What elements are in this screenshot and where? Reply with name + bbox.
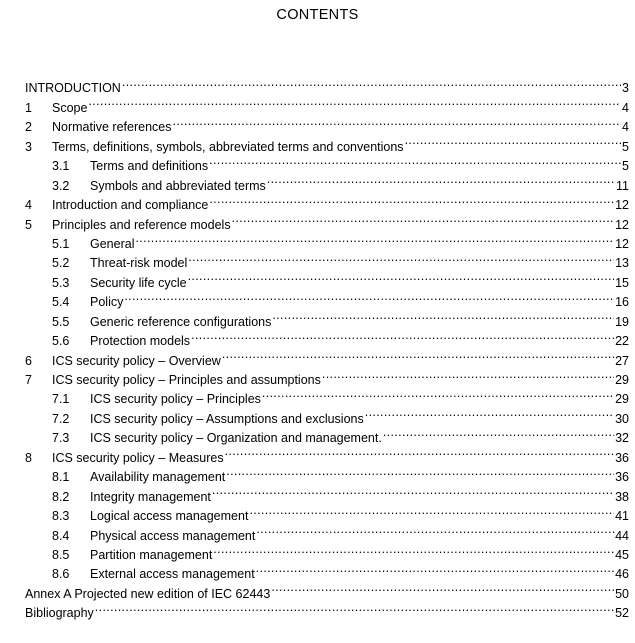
dot-leader (173, 112, 622, 131)
toc-entry-label: ICS security policy – Principles (90, 392, 261, 407)
toc-entry-number: 5.3 (52, 275, 70, 290)
dot-leader (383, 423, 614, 442)
toc-entry-label: Security life cycle (90, 275, 187, 290)
toc-entry-page: 38 (615, 489, 629, 504)
dot-leader (225, 442, 615, 461)
toc-entry-number: 8.3 (52, 509, 70, 524)
toc-entry-page: 16 (615, 295, 629, 310)
toc-entry-number: 8.4 (52, 528, 70, 543)
dot-leader (405, 131, 621, 150)
toc-entry-label: Terms and definitions (90, 159, 209, 174)
toc-entry-bibliography[interactable] (25, 598, 629, 621)
dot-leader (222, 345, 614, 364)
toc-entry-number: 3 (25, 139, 32, 154)
toc-entry-number: 5.4 (52, 295, 70, 310)
dot-leader (124, 287, 614, 306)
dot-leader (212, 481, 614, 500)
toc-entry-page: 5 (622, 139, 629, 154)
toc-entry-page: 4 (622, 120, 629, 135)
toc-entry-page: 13 (615, 256, 629, 271)
toc-entry-page: 36 (615, 450, 629, 465)
toc-entry-page: 12 (615, 217, 629, 232)
dot-leader (226, 462, 614, 481)
toc-entry-label: Symbols and abbreviated terms (90, 178, 266, 193)
toc-entry-label: ICS security policy – Assumptions and exclusions (90, 411, 364, 426)
toc-entry-number: 7.2 (52, 411, 70, 426)
toc-entry-label: ICS security policy – Overview (52, 353, 221, 368)
table-of-contents (25, 73, 629, 621)
toc-entry-label: Protection models (90, 334, 191, 349)
toc-entry-page: 41 (615, 509, 629, 524)
toc-entry-page: 44 (615, 528, 629, 543)
dot-leader (272, 306, 614, 325)
dot-leader (209, 190, 614, 209)
dot-leader (213, 540, 614, 559)
dot-leader (256, 559, 614, 578)
toc-entry-label: Introduction and compliance (52, 198, 209, 213)
toc-entry-page: 3 (622, 81, 629, 96)
toc-entry-label: Threat-risk model (90, 256, 188, 271)
dot-leader (322, 365, 614, 384)
toc-entry-number: 2 (25, 120, 32, 135)
toc-entry-page: 46 (615, 567, 629, 582)
toc-entry-number: 5.1 (52, 236, 70, 251)
toc-entry-label: Annex A Projected new edition of IEC 62443 (25, 586, 271, 601)
dot-leader (209, 151, 621, 170)
toc-entry-normative-references[interactable] (25, 112, 629, 135)
toc-entry-label: INTRODUCTION (25, 81, 121, 96)
toc-entry-number: 7 (25, 373, 32, 387)
dot-leader (88, 92, 621, 111)
toc-entry-label: ICS security policy – Organization and management. (90, 431, 382, 446)
dot-leader (249, 501, 614, 520)
toc-entry-label: Availability management (90, 470, 226, 485)
toc-entry-page: 32 (615, 431, 629, 446)
toc-entry-page: 45 (615, 547, 629, 562)
toc-entry-scope[interactable] (25, 92, 629, 115)
dot-leader (122, 73, 621, 92)
toc-entry-label: Scope (52, 100, 88, 115)
toc-entry-label: ICS security policy – Principles and assumptions (52, 373, 321, 387)
toc-entry-number: 6 (25, 353, 32, 368)
toc-entry-number: 4 (25, 198, 32, 213)
dot-leader (232, 209, 615, 228)
toc-entry-page: 12 (615, 198, 629, 213)
toc-entry-label: Terms, definitions, symbols, abbreviated terms and conventions (52, 139, 404, 154)
toc-entry-label: Integrity management (90, 489, 211, 504)
dot-leader (262, 384, 614, 403)
dot-leader (256, 520, 614, 539)
toc-entry-number: 5.2 (52, 256, 70, 271)
toc-entry-number: 8.1 (52, 470, 70, 485)
toc-entry-page: 15 (615, 275, 629, 290)
toc-entry-label: Generic reference configurations (90, 314, 272, 329)
dot-leader (191, 326, 614, 345)
toc-entry-number: 5 (25, 217, 32, 232)
toc-entry-number: 5.6 (52, 334, 70, 349)
toc-entry-label: ICS security policy – Measures (52, 450, 224, 465)
toc-entry-label: Physical access management (90, 528, 256, 543)
toc-entry-page: 11 (616, 178, 629, 193)
toc-entry-page: 19 (615, 314, 629, 329)
toc-entry-label: General (90, 236, 135, 251)
page-title: CONTENTS (276, 7, 359, 23)
toc-entry-number: 8.5 (52, 547, 70, 562)
toc-entry-introduction[interactable] (25, 73, 629, 96)
dot-leader (365, 403, 614, 422)
toc-entry-number: 1 (25, 100, 32, 115)
toc-entry-label: Logical access management (90, 509, 249, 524)
toc-entry-page: 29 (615, 392, 629, 407)
toc-entry-page: 50 (615, 586, 629, 601)
toc-entry-page: 30 (615, 411, 629, 426)
dot-leader (188, 248, 614, 267)
toc-entry-number: 3.1 (52, 159, 70, 174)
dot-leader (267, 170, 615, 189)
toc-entry-label: Principles and reference models (52, 217, 231, 232)
toc-entry-page: 36 (615, 470, 629, 485)
dot-leader (271, 578, 614, 597)
toc-entry-number: 7.1 (52, 392, 70, 407)
toc-entry-page: 5 (622, 159, 629, 174)
toc-entry-page: 22 (615, 334, 629, 349)
toc-entry-page: 52 (615, 606, 629, 621)
toc-entry-label: Bibliography (25, 606, 94, 621)
toc-entry-label: Normative references (52, 120, 172, 135)
toc-entry-page: 12 (615, 236, 629, 251)
toc-entry-page: 29 (615, 373, 629, 387)
dot-leader (188, 267, 615, 286)
toc-entry-label: Partition management (90, 547, 213, 562)
toc-entry-number: 7.3 (52, 431, 70, 446)
toc-entry-number: 8.2 (52, 489, 70, 504)
dot-leader (135, 229, 614, 248)
toc-entry-number: 5.5 (52, 314, 70, 329)
toc-entry-label: Policy (90, 295, 124, 310)
toc-entry-number: 3.2 (52, 178, 70, 193)
toc-entry-page: 4 (622, 100, 629, 115)
toc-entry-page: 27 (615, 353, 629, 368)
toc-entry-number: 8.6 (52, 567, 70, 582)
toc-entry-label: External access management (90, 567, 255, 582)
dot-leader (95, 598, 614, 617)
toc-entry-number: 8 (25, 450, 32, 465)
